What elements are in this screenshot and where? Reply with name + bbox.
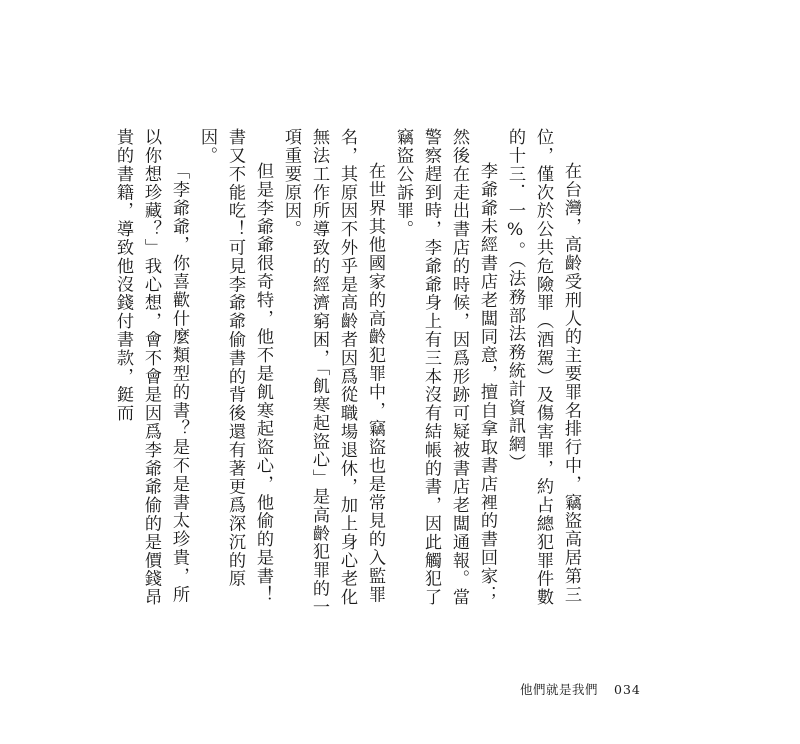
page-footer <box>520 679 640 699</box>
running-title: 他們就是我們 <box>520 682 599 697</box>
paragraph-5: 「李爺爺，你喜歡什麼類型的書？是不是書太珍貴，所以你想珍藏？」我心想，會不會是因爲李爺爺偷的是價錢昂貴的書籍，導致他沒錢付書款，鋌而 <box>113 128 189 607</box>
paragraph-4: 但是李爺爺很奇特，他不是飢寒起盜心，他偷的是書！書又不能吃！可見李爺爺偷書的背後還有著更爲深沉的原因。 <box>197 128 273 604</box>
page-number: 034 <box>614 681 641 697</box>
paragraph-3: 在世界其他國家的高齡犯罪中，竊盜也是常見的入監罪名，其原因不外乎是高齡者因爲從職場退休，加上身心老化無法工作所導致的經濟窮困，「飢寒起盜心」是高齡犯罪的一項重要原因。 <box>281 128 385 617</box>
paragraph-2: 李爺爺未經書店老闆同意，擅自拿取書店裡的書回家；然後在走出書店的時候，因爲形跡可疑被書店老闆通報。當警察趕到時，李爺爺身上有三本沒有結帳的書，因此觸犯了竊盜公訴罪。 <box>393 128 497 607</box>
paragraph-1: 在台灣，高齡受刑人的主要罪名排行中，竊盜高居第三位，僅次於公共危險罪（酒駕）及傷害罪，約占總犯罪件數的十三．一%。（法務部法務統計資訊網） <box>505 128 581 607</box>
vertical-text-body <box>113 128 585 618</box>
